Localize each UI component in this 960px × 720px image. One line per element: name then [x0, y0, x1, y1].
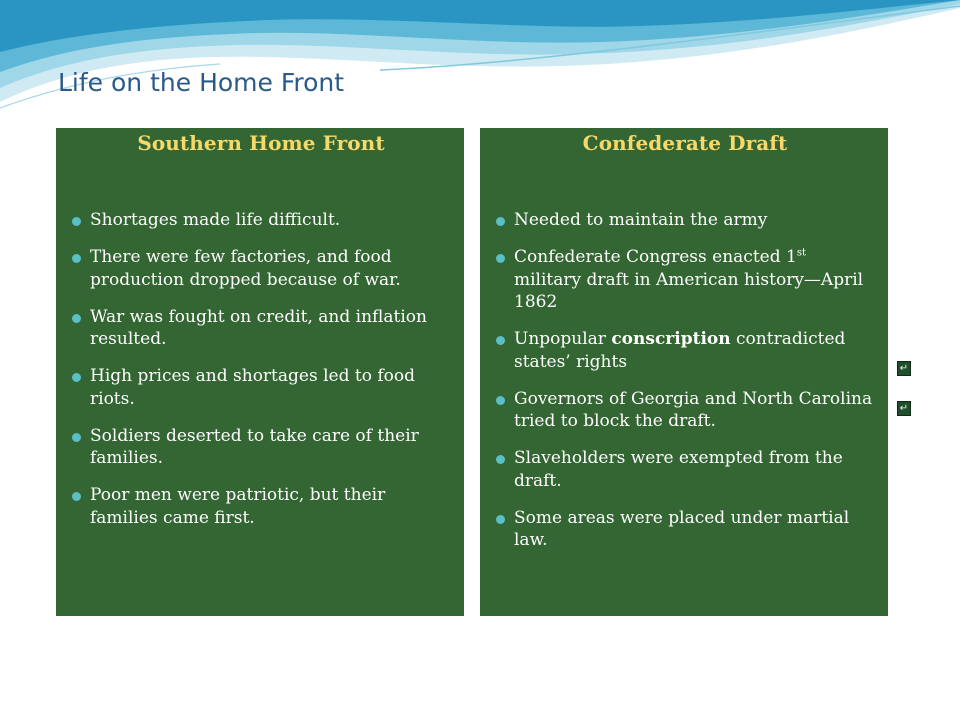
slide-title: Life on the Home Front	[58, 68, 345, 97]
list-item-text: Unpopular	[514, 329, 612, 349]
bullet-icon	[72, 373, 81, 382]
bullet-icon	[72, 254, 81, 263]
confederate-draft-panel	[480, 128, 888, 616]
list-item-text: military draft in American history—April 1862	[514, 269, 864, 312]
list-item-text: Needed to maintain the army	[514, 210, 768, 230]
list-item	[496, 246, 878, 314]
list-item	[496, 507, 878, 552]
list-item	[72, 209, 454, 232]
header-wave-decoration	[0, 0, 960, 130]
list-item	[72, 484, 454, 529]
bullet-icon	[496, 336, 505, 345]
bullet-list	[72, 209, 454, 544]
list-item	[72, 365, 454, 410]
ordinal-suffix: st	[796, 247, 806, 259]
bullet-icon	[496, 254, 505, 263]
list-item	[72, 246, 454, 291]
list-item-text: Poor men were patriotic, but their families came first.	[90, 485, 386, 528]
panel-heading: Southern Home Front	[137, 131, 385, 155]
list-item	[496, 447, 878, 492]
return-icon[interactable]: ↵	[897, 361, 911, 376]
list-item-text: High prices and shortages led to food riots.	[90, 366, 415, 409]
return-icon[interactable]: ↵	[897, 401, 911, 416]
list-item-text: Soldiers deserted to take care of their families.	[90, 425, 419, 468]
list-item-text: There were few factories, and food production dropped because of war.	[90, 247, 401, 290]
list-item-text: contradicted states’ rights	[514, 329, 846, 372]
bullet-icon	[72, 433, 81, 442]
bullet-icon	[496, 217, 505, 226]
bullet-icon	[496, 396, 505, 405]
emphasized-term: conscription	[611, 329, 731, 349]
bullet-icon	[72, 314, 81, 323]
southern-home-front-panel	[56, 128, 464, 616]
list-item	[496, 328, 878, 373]
list-item	[496, 209, 878, 232]
list-item-text: Slaveholders were exempted from the draft.	[514, 448, 843, 491]
list-item	[72, 425, 454, 470]
list-item-text: Some areas were placed under martial law.	[514, 507, 850, 550]
list-item-text: Confederate Congress enacted 1	[514, 247, 797, 267]
list-item-text: War was fought on credit, and inflation resulted.	[90, 306, 427, 349]
bullet-icon	[72, 492, 81, 501]
bullet-icon	[496, 455, 505, 464]
bullet-icon	[72, 217, 81, 226]
bullet-icon	[496, 515, 505, 524]
list-item-text: Shortages made life difficult.	[90, 210, 341, 230]
bullet-list	[496, 209, 878, 566]
panel-heading: Confederate Draft	[582, 131, 788, 155]
list-item	[72, 306, 454, 351]
list-item	[496, 388, 878, 433]
list-item-text: Governors of Georgia and North Carolina tried to block the draft.	[514, 388, 873, 431]
